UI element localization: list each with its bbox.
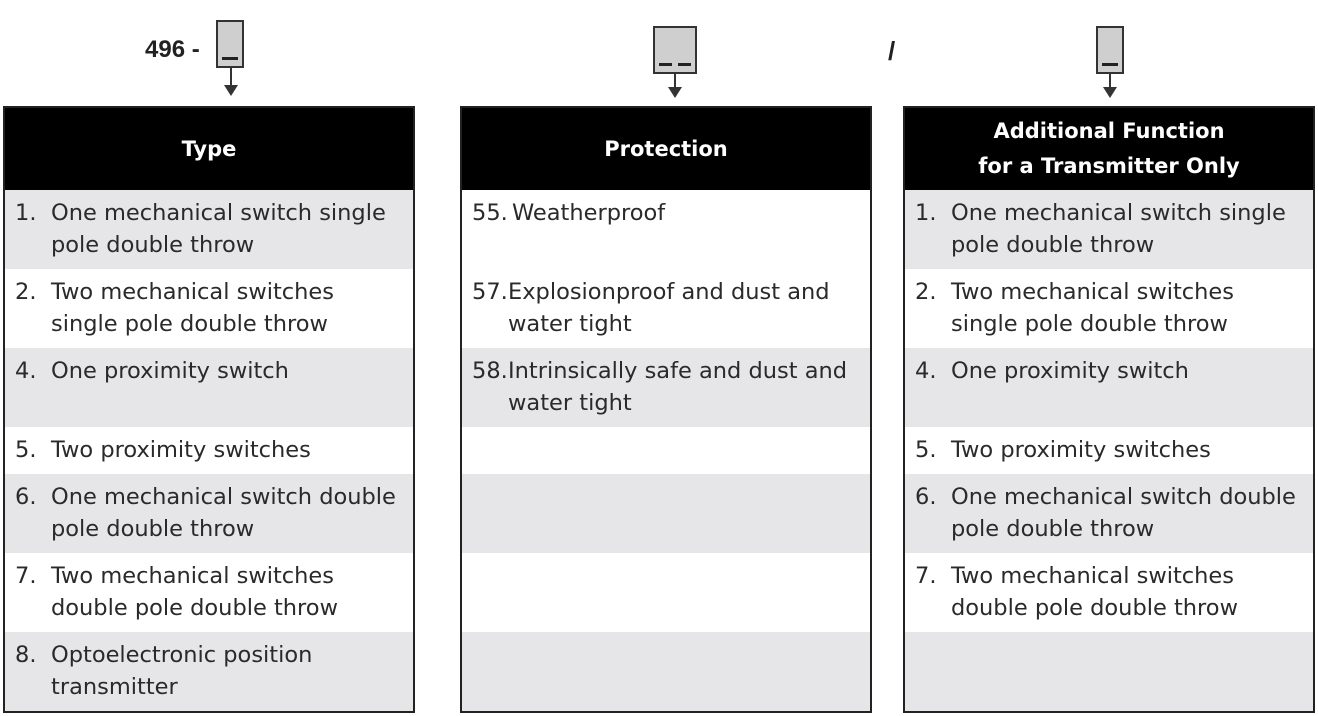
table-row	[5, 553, 413, 632]
function-header	[905, 108, 1313, 190]
protection-header	[462, 108, 870, 190]
type-table	[3, 106, 415, 713]
table-row	[5, 190, 413, 269]
item-text: Intrinsically safe and dust and water tight	[508, 358, 848, 416]
item-number: 58.	[472, 358, 508, 384]
table-row	[462, 348, 870, 427]
item-text: One mechanical switch single pole double throw	[51, 200, 386, 258]
function-title-line-1: Additional Function	[993, 119, 1225, 143]
protection-arrow	[674, 74, 676, 94]
type-title: Type	[181, 136, 237, 161]
item-number: 5.	[15, 437, 37, 463]
item-text: One proximity switch	[951, 358, 1189, 384]
item-text: Two mechanical switches double pole double throw	[951, 563, 1238, 621]
item-number: 57.	[472, 279, 508, 305]
empty-row	[462, 474, 870, 553]
item-text: One mechanical switch double pole double throw	[951, 484, 1296, 542]
item-text: Explosionproof and dust and water tight	[508, 279, 830, 337]
table-row	[905, 427, 1313, 474]
item-text: Two proximity switches	[951, 437, 1211, 463]
type-arrow	[230, 68, 232, 92]
table-row	[5, 474, 413, 553]
item-number: 7.	[15, 563, 37, 589]
item-number: 2.	[915, 279, 937, 305]
item-text: Two mechanical switches double pole double throw	[51, 563, 338, 621]
protection-code-box	[653, 26, 697, 74]
model-prefix: 496 -	[145, 36, 200, 63]
table-row	[462, 269, 870, 348]
function-title-line-2: for a Transmitter Only	[978, 154, 1240, 178]
item-text: Two mechanical switches single pole double throw	[951, 279, 1234, 337]
empty-row	[905, 632, 1313, 711]
function-table	[903, 106, 1315, 713]
item-number: 8.	[15, 642, 37, 668]
table-row	[905, 348, 1313, 427]
empty-row	[462, 632, 870, 711]
empty-row	[462, 553, 870, 632]
item-number: 5.	[915, 437, 937, 463]
table-row	[5, 632, 413, 711]
item-number: 7.	[915, 563, 937, 589]
type-header	[5, 108, 413, 190]
item-text: One mechanical switch double pole double throw	[51, 484, 396, 542]
table-row	[5, 427, 413, 474]
table-row	[905, 269, 1313, 348]
type-code-box	[216, 20, 244, 68]
item-number: 2.	[15, 279, 37, 305]
item-number: 4.	[915, 358, 937, 384]
item-number: 1.	[15, 200, 37, 226]
table-row	[905, 190, 1313, 269]
empty-row	[462, 427, 870, 474]
table-row	[5, 348, 413, 427]
table-row	[905, 474, 1313, 553]
table-row	[462, 190, 870, 269]
item-text: Weatherproof	[512, 200, 666, 226]
item-number: 6.	[915, 484, 937, 510]
function-code-box	[1096, 26, 1124, 74]
item-number: 4.	[15, 358, 37, 384]
table-row	[5, 269, 413, 348]
item-text: One mechanical switch single pole double throw	[951, 200, 1286, 258]
item-text: Two mechanical switches single pole double throw	[51, 279, 334, 337]
table-row	[905, 553, 1313, 632]
item-text: One proximity switch	[51, 358, 289, 384]
code-separator: /	[888, 36, 896, 66]
function-arrow	[1109, 74, 1111, 94]
protection-title: Protection	[604, 136, 728, 161]
item-number: 55.	[472, 200, 508, 226]
item-number: 6.	[15, 484, 37, 510]
item-text: Optoelectronic position transmitter	[51, 642, 313, 700]
item-number: 1.	[915, 200, 937, 226]
item-text: Two proximity switches	[51, 437, 311, 463]
protection-table	[460, 106, 872, 713]
